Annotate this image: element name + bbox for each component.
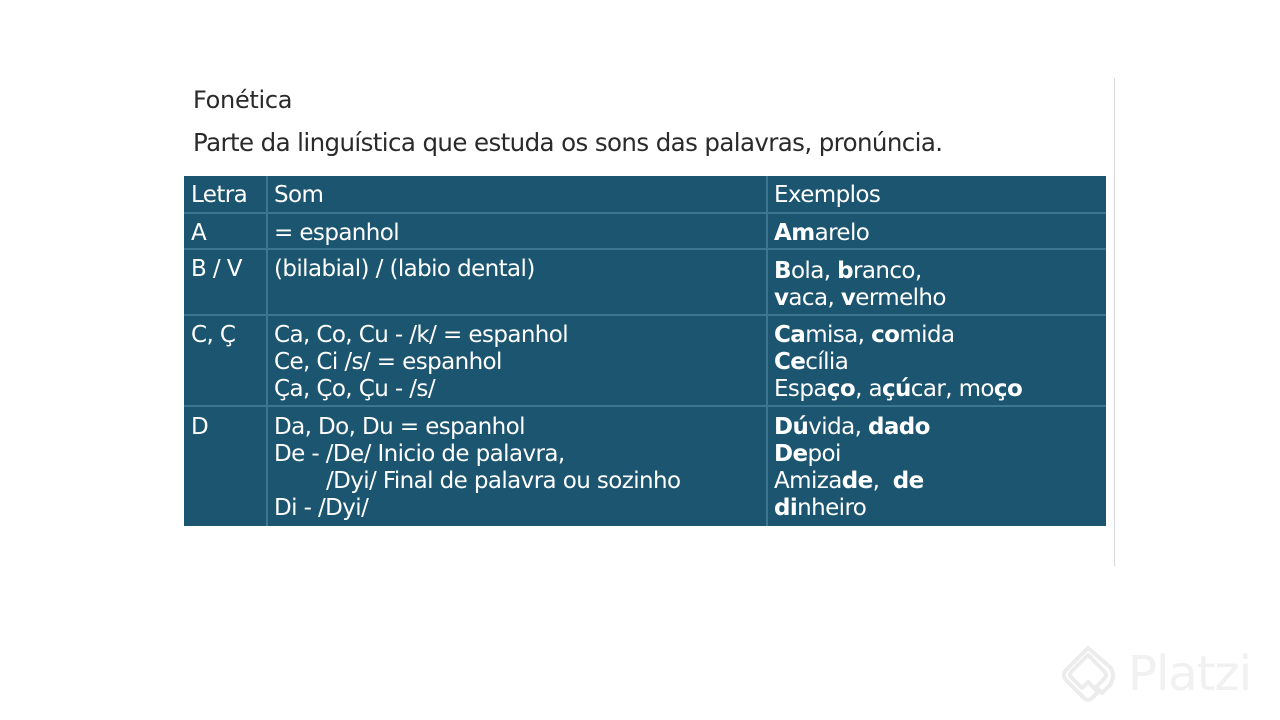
example-segment: relo (828, 220, 870, 246)
row-letter: A (191, 220, 207, 246)
example-segment: mida (899, 322, 955, 348)
platzi-logo-icon (1058, 644, 1118, 706)
sound-line: Ce, Ci /s/ = espanhol (274, 349, 502, 375)
example-segment: car, mo (910, 376, 994, 402)
example-segment: a (814, 220, 829, 246)
example-segment: cí (805, 349, 824, 375)
example-segment: di (774, 495, 798, 521)
example-segment: ço (826, 376, 856, 402)
example-segment: lia (823, 349, 849, 375)
example-segment: Espa (774, 376, 827, 402)
example-line (774, 495, 930, 522)
row-letter: B / V (191, 256, 242, 282)
example-segment: B (774, 258, 791, 284)
example-segment: vida, (808, 414, 868, 440)
example-segment: De (774, 441, 808, 467)
phonetics-table (184, 176, 1106, 526)
table-divider (184, 314, 1106, 316)
row-letter: D (191, 414, 209, 440)
example-segment: misa, (805, 322, 872, 348)
example-line (774, 414, 930, 441)
example-segment: çú (881, 376, 911, 402)
example-segment: b (837, 258, 853, 284)
example-segment: , a (855, 376, 882, 402)
platzi-watermark (1052, 640, 1272, 710)
sound-line: De - /De/ Inicio de palavra, (274, 441, 565, 467)
example-line (774, 441, 930, 468)
slide-subtitle: Parte da linguística que estuda os sons das palavras, pronúncia. (193, 128, 943, 157)
row-letter: C, Ç (191, 322, 236, 348)
example-segment: , (872, 468, 893, 494)
example-segment: ermelho (855, 285, 946, 311)
example-segment: de (892, 468, 924, 494)
header-som: Som (274, 182, 324, 208)
row-examples (774, 220, 869, 247)
example-segment: Dú (774, 414, 809, 440)
example-segment: ola, (790, 258, 838, 284)
example-segment: de (841, 468, 873, 494)
row-sound (274, 220, 399, 247)
sound-line: = espanhol (274, 220, 400, 246)
row-sound (274, 256, 535, 283)
example-segment: v (840, 285, 856, 311)
row-sound (274, 414, 680, 522)
example-segment: dado (868, 414, 930, 440)
slide-title: Fonética (193, 86, 293, 114)
example-line (774, 322, 1022, 349)
example-segment: Am (774, 220, 815, 246)
example-line (774, 258, 946, 285)
example-segment: Amiza (774, 468, 842, 494)
example-segment: v (774, 285, 789, 311)
example-segment: Ca (774, 322, 806, 348)
table-divider (184, 248, 1106, 250)
sound-line: (bilabial) / (labio dental) (274, 256, 535, 282)
row-examples (774, 414, 930, 522)
sound-line: Ça, Ço, Çu - /s/ (274, 376, 435, 402)
example-segment: ranco, (853, 258, 922, 284)
row-sound (274, 322, 568, 403)
sound-line: /Dyi/ Final de palavra ou sozinho (326, 468, 681, 494)
header-letra: Letra (191, 182, 248, 208)
example-line (774, 349, 1022, 376)
slide-edge-line (1114, 78, 1115, 566)
row-examples (774, 258, 946, 312)
table-divider (184, 212, 1106, 214)
example-segment: co (871, 322, 900, 348)
table-divider (266, 176, 268, 526)
example-segment: ço (993, 376, 1023, 402)
sound-line: Ca, Co, Cu - /k/ = espanhol (274, 322, 569, 348)
platzi-brand-text: Platzi (1128, 646, 1252, 702)
example-segment: poi (807, 441, 841, 467)
example-line (774, 376, 1022, 403)
sound-line: Di - /Dyi/ (274, 495, 369, 521)
example-line (774, 468, 930, 495)
example-segment: nheiro (797, 495, 867, 521)
example-segment: aca, (788, 285, 841, 311)
example-line (774, 220, 869, 247)
sound-line: Da, Do, Du = espanhol (274, 414, 525, 440)
table-divider (184, 405, 1106, 407)
example-segment: Ce (774, 349, 806, 375)
table-divider (766, 176, 768, 526)
header-exemplos: Exemplos (774, 182, 881, 208)
row-examples (774, 322, 1022, 403)
example-line (774, 285, 946, 312)
